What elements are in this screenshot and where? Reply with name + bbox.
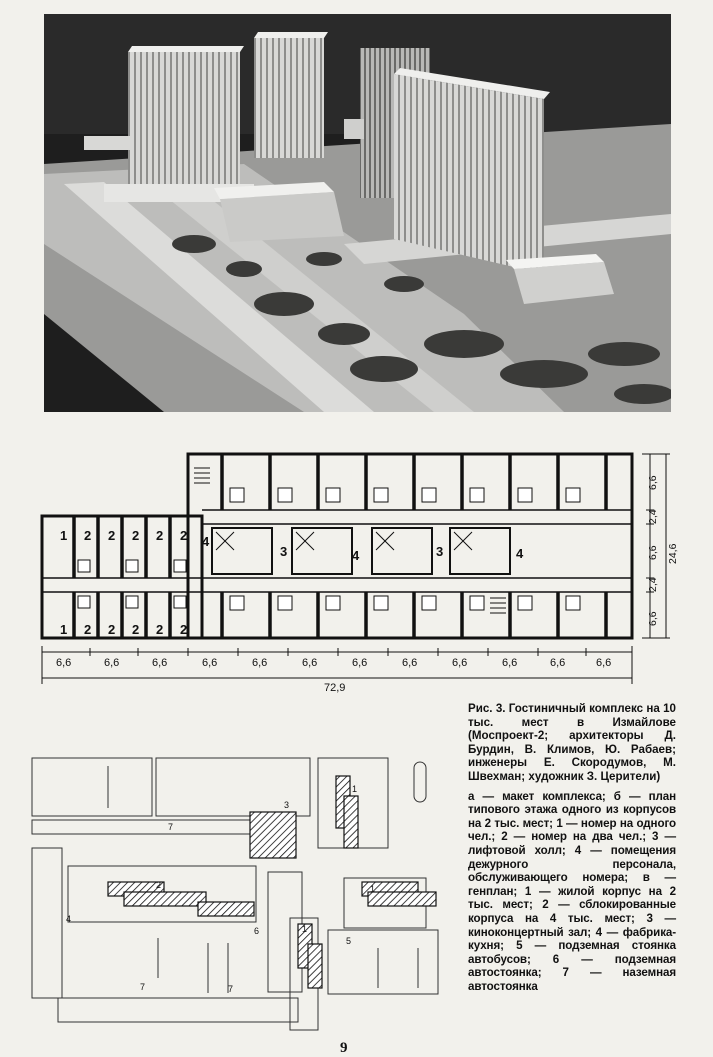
figure-caption <box>468 702 676 993</box>
plan-label-room-double: 2 <box>180 622 188 637</box>
plan-label-room-double: 2 <box>132 528 140 543</box>
plan-label-room-double: 2 <box>156 528 164 543</box>
site-label-7: 7 <box>228 984 234 994</box>
plan-dim-bottom-8: 6,6 <box>452 657 468 669</box>
plan-label-room-single: 1 <box>60 528 68 543</box>
plan-dim-bottom-11: 6,6 <box>596 657 612 669</box>
plan-label-room-double: 2 <box>132 622 140 637</box>
plan-dim-bottom-4: 6,6 <box>252 657 268 669</box>
plan-dim-bottom-2: 6,6 <box>152 657 168 669</box>
site-label-7: 7 <box>168 822 174 832</box>
plan-label-lift-hall: 3 <box>280 544 288 559</box>
plan-label-room-single: 1 <box>60 622 68 637</box>
floor-plan <box>30 448 680 693</box>
plan-label-room-double: 2 <box>84 528 92 543</box>
model-photo <box>44 14 671 412</box>
plan-dim-bottom-5: 6,6 <box>302 657 318 669</box>
plan-total-width: 24,6 <box>667 543 679 564</box>
plan-dim-right-3: 2,4 <box>647 577 659 592</box>
plan-dim-bottom-7: 6,6 <box>402 657 418 669</box>
plan-label-room-double: 2 <box>108 622 116 637</box>
plan-dim-right-2: 6,6 <box>647 545 659 560</box>
plan-dim-bottom-0: 6,6 <box>56 657 72 669</box>
site-label-3: 3 <box>284 800 290 810</box>
plan-dim-bottom-3: 6,6 <box>202 657 218 669</box>
plan-dim-bottom-10: 6,6 <box>550 657 566 669</box>
site-label-1: 1 <box>302 924 308 934</box>
site-label-2: 2 <box>156 880 162 890</box>
plan-dim-right-4: 6,6 <box>647 611 659 626</box>
site-label-1: 1 <box>370 884 376 894</box>
caption-title: Рис. 3. Гостиничный комплекс на 10 тыс. мест в Измайлове (Моспроект-2; архитекторы Д. Бурдин, В. Климов, Ю. Рабаев; инженеры Е. Скородумов, М. Швехман; художник З. Церители) <box>468 702 676 783</box>
site-label-4: 4 <box>66 914 72 924</box>
plan-dim-bottom-9: 6,6 <box>502 657 518 669</box>
plan-label-room-double: 2 <box>156 622 164 637</box>
site-label-5: 5 <box>346 936 352 946</box>
plan-dim-bottom-6: 6,6 <box>352 657 368 669</box>
site-label-1: 1 <box>352 784 358 794</box>
plan-dim-bottom-1: 6,6 <box>104 657 120 669</box>
plan-label-room-double: 2 <box>84 622 92 637</box>
plan-total-length: 72,9 <box>324 682 346 693</box>
plan-label-room-double: 2 <box>180 528 188 543</box>
plan-label-staff-room: 4 <box>202 534 210 549</box>
plan-dim-right-1: 2,4 <box>647 509 659 524</box>
plan-dim-right-0: 6,6 <box>647 475 659 490</box>
page-number: 9 <box>340 1040 348 1056</box>
site-label-6: 6 <box>254 926 260 936</box>
site-plan <box>28 748 446 1046</box>
plan-label-lift-hall: 3 <box>436 544 444 559</box>
caption-legend: а — макет комплекса; б — план типового этажа одного из корпусов на 2 тыс. мест; 1 — номер на одного чел.; 2 — номер на два чел.; 3 — лифтовой холл; 4 — помещения дежурного персонала, обслуживающего номера; в — генплан; 1 — жилой корпус на 2 тыс. мест; 2 — сблокированные корпуса на 4 тыс. мест; 3 — киноконцертный зал; 4 — фабрика-кухня; 5 — подземная стоянка автобусов; 6 — подземная автостоянка; 7 — наземная автостоянка <box>468 789 676 993</box>
plan-label-staff-room: 4 <box>516 546 524 561</box>
plan-label-staff-room: 4 <box>352 548 360 563</box>
site-label-7: 7 <box>140 982 146 992</box>
plan-label-room-double: 2 <box>108 528 116 543</box>
